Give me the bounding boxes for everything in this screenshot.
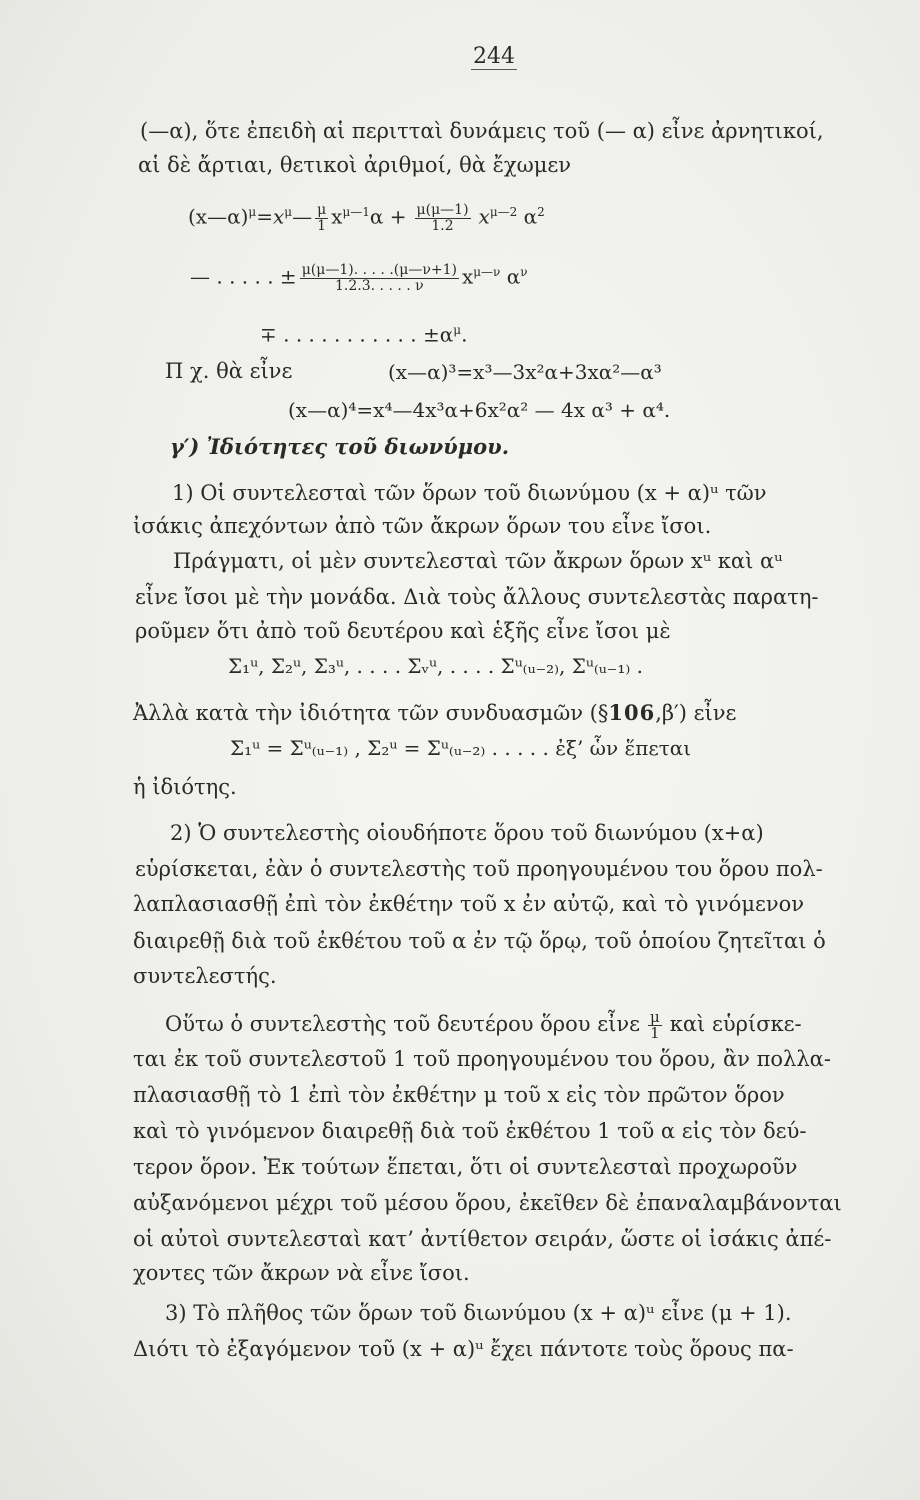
text-line: 3) Τὸ πλῆθος τῶν ὅρων τοῦ διωνύμου (x + α)ᵘ εἶνε (μ + 1). (165, 1301, 792, 1325)
text-line: συντελεστής. (133, 964, 277, 988)
exponent: 2 (537, 205, 545, 219)
text-line (165, 1010, 802, 1041)
exponent: μ (284, 205, 293, 219)
text-segment: Οὕτω ὁ συντελεστὴς τοῦ δευτέρου ὅρου εἶνε (165, 1012, 640, 1036)
fraction (300, 263, 459, 294)
exponent: μ (453, 323, 462, 337)
fraction-denominator: 1 (317, 217, 327, 234)
period: . (461, 322, 468, 347)
minus-sign: — (292, 204, 313, 229)
fraction (315, 203, 328, 234)
fraction-numerator: μ(μ—1). . . . .(μ—ν+1) (301, 261, 457, 278)
variable: x (461, 264, 474, 289)
text-segment: καὶ εὑρίσκε- (669, 1012, 802, 1036)
text-line: 2) Ὁ συντελεστὴς οἱουδήποτε ὅρου τοῦ διωνύμου (x+α) (170, 821, 764, 845)
text-line: ται ἐκ τοῦ συντελεστοῦ 1 τοῦ προηγουμένου του ὅρου, ἂν πολλα- (133, 1047, 831, 1071)
variable: x (272, 204, 285, 229)
example-equation-fourth: (x—α)⁴=x⁴—4x³α+6x²α² — 4x α³ + α⁴. (288, 398, 671, 422)
text-line: (—α), ὅτε ἐπειδὴ αἱ περιτταὶ δυνάμεις τοῦ (— α) εἶνε ἀρνητικοί, (140, 119, 824, 143)
fraction-numerator: μ (650, 1008, 660, 1026)
text-line: 1) Οἱ συντελεσταὶ τῶν ὅρων τοῦ διωνύμου (x + α)ᵘ τῶν (172, 481, 767, 505)
formula-term: α + (369, 204, 407, 229)
fraction-denominator: 1.2.3. . . . . ν (335, 277, 424, 294)
fraction (648, 1010, 662, 1041)
fraction-numerator: μ (317, 201, 327, 218)
text-line: Πράγματι, οἱ μὲν συντελεσταὶ τῶν ἄκρων ὅρων xᵘ καὶ αᵘ (173, 549, 783, 573)
text-line: αἱ δὲ ἄρτιαι, θετικοὶ ἀριθμοί, θὰ ἔχωμεν (138, 153, 572, 177)
text-segment: ,β′) εἶνε (655, 701, 737, 725)
text-line: εἶνε ἴσοι μὲ τὴν μονάδα. Διὰ τοὺς ἄλλους συντελεστὰς παρατη- (135, 585, 819, 609)
exponent: μ—2 (489, 205, 518, 219)
fraction-denominator: 1 (650, 1024, 660, 1042)
text-line: ἰσάκις ἀπεχόντων ἀπὸ τῶν ἄκρων ὅρων του εἶνε ἴσοι. (133, 514, 712, 538)
binomial-expansion-formula (188, 200, 545, 234)
text-line: αὐξανόμενοι μέχρι τοῦ μέσου ὅρου, ἐκεῖθεν δὲ ἐπαναλαμβάνονται (133, 1191, 842, 1215)
text-line: χοντες τῶν ἄκρων νὰ εἶνε ἴσοι. (133, 1261, 470, 1285)
text-line: ροῦμεν ὅτι ἀπὸ τοῦ δευτέρου καὶ ἑξῆς εἶνε ἴσοι μὲ (135, 619, 671, 643)
text-line: οἱ αὐτοὶ συντελεσταὶ κατ’ ἀντίθετον σειράν, ὥστε οἱ ἰσάκις ἀπέ- (133, 1227, 832, 1251)
binomial-last-term (260, 318, 467, 347)
binomial-general-term (190, 260, 528, 294)
variable: x (478, 204, 490, 229)
variable: α (506, 264, 521, 289)
fraction-numerator: μ(μ—1) (416, 201, 469, 218)
formula-term: — . . . . . ± (190, 264, 297, 289)
section-heading: γ′) Ἰδιότητες τοῦ διωνύμου. (170, 434, 510, 459)
text-line: εὑρίσκεται, ἐὰν ὁ συντελεστὴς τοῦ προηγουμένου του ὅρου πολ- (135, 857, 823, 881)
exponent: μ—ν (473, 265, 501, 279)
text-line: Διότι τὸ ἐξαγόμενον τοῦ (x + α)ᵘ ἔχει πάντοτε τοὺς ὅρους πα- (133, 1337, 794, 1361)
exponent: μ (248, 205, 257, 219)
text-line: καὶ τὸ γινόμενον διαιρεθῇ διὰ τοῦ ἐκθέτου 1 τοῦ α εἰς τὸν δεύ- (133, 1119, 807, 1143)
equals-sign: = (256, 204, 273, 229)
text-segment: Ἀλλὰ κατὰ τὴν ἰδιότητα τῶν συνδυασμῶν (§ (133, 701, 609, 725)
exponent: ν (520, 265, 528, 279)
example-label: Π χ. θὰ εἶνε (165, 359, 293, 383)
page-number: 244 (473, 44, 515, 69)
text-line: τερον ὅρον. Ἐκ τούτων ἕπεται, ὅτι οἱ συντελεσταὶ προχωροῦν (133, 1155, 798, 1179)
text-line: πλασιασθῇ τὸ 1 ἐπὶ τὸν ἐκθέτην μ τοῦ x εἰς τὸν πρῶτον ὅρον (133, 1083, 785, 1107)
sigma-equalities: Σ₁ᵘ = Σᵘ₍ᵤ₋₁₎ , Σ₂ᵘ = Σᵘ₍ᵤ₋₂₎ . . . . . ἐξ’ ὧν ἕπεται (230, 736, 692, 760)
text-line: ἡ ἰδιότης. (133, 775, 237, 799)
text-line: λαπλασιασθῇ ἐπὶ τὸν ἐκθέτην τοῦ x ἐν αὐτῷ, καὶ τὸ γινόμενον (133, 892, 805, 916)
example-equation-cube: (x—α)³=x³—3x²α+3xα²—α³ (388, 360, 662, 384)
text-line (133, 700, 736, 726)
section-reference: 106 (608, 700, 656, 725)
variable: x (331, 204, 343, 229)
exponent: μ—1 (342, 205, 370, 219)
fraction (415, 203, 471, 234)
fraction-denominator: 1.2 (431, 217, 454, 234)
variable: α (523, 204, 538, 229)
text-line: διαιρεθῇ διὰ τοῦ ἐκθέτου τοῦ α ἐν τῷ ὅρῳ, τοῦ ὁποίου ζητεῖται ὁ (133, 929, 826, 953)
formula-term: ∓ . . . . . . . . . . . ±α (260, 322, 454, 347)
sigma-list: Σ₁ᵘ, Σ₂ᵘ, Σ₃ᵘ, . . . . Σᵥᵘ, . . . . Σᵘ₍ᵤ₋₂₎, Σᵘ₍ᵤ₋₁₎ . (228, 654, 643, 678)
formula-lhs: (x—α) (188, 204, 249, 229)
